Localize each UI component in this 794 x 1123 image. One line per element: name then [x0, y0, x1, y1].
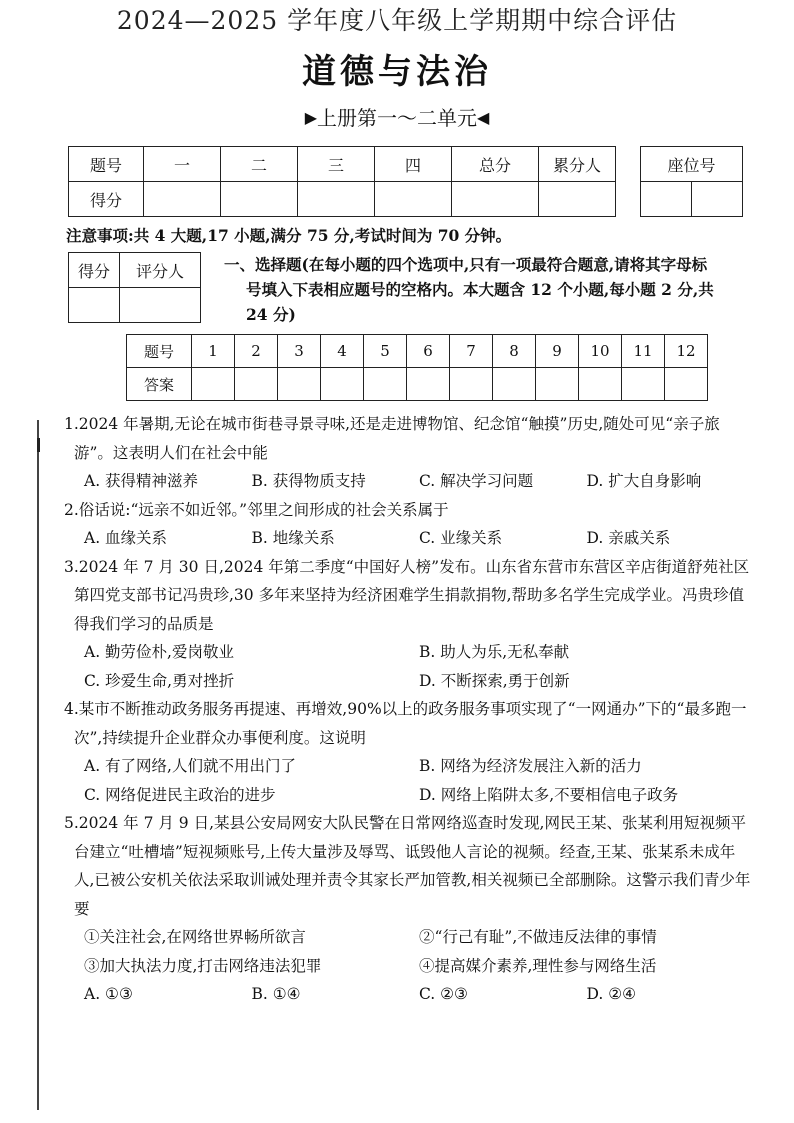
option-d: D. 亲戚关系	[586, 529, 671, 547]
question-item	[64, 553, 754, 696]
question-list	[64, 410, 754, 1009]
score-header-cell: 四	[375, 147, 452, 182]
question-stem: 1.2024 年暑期,无论在城市街巷寻景寻味,还是走进博物馆、纪念馆“触摸”历史,随处可见“亲子旅游”。这表明人们在社会中能	[64, 415, 720, 462]
answer-table	[126, 334, 708, 401]
score-header-cell: 总分	[452, 147, 539, 182]
option-row	[64, 781, 754, 810]
grader-name-label: 评分人	[120, 253, 201, 288]
score-cell[interactable]	[221, 182, 298, 217]
question-number: 10	[579, 335, 622, 368]
question-stem: 2.俗话说:“远亲不如近邻。”邻里之间形成的社会关系属于	[64, 500, 449, 519]
question-item	[64, 809, 754, 1009]
question-number: 2	[235, 335, 278, 368]
question-number: 5	[364, 335, 407, 368]
answer-row-label: 题号	[127, 335, 192, 368]
section-instructions	[224, 252, 764, 327]
option-a: A. 血缘关系	[84, 529, 168, 547]
question-number: 4	[321, 335, 364, 368]
option-a: A. ①③	[84, 985, 133, 1003]
answer-cell[interactable]	[278, 368, 321, 401]
option-row	[64, 524, 754, 553]
score-header-cell: 题号	[69, 147, 144, 182]
answer-blank-row	[127, 368, 708, 401]
answer-cell[interactable]	[364, 368, 407, 401]
scope-line	[0, 104, 794, 132]
score-cell[interactable]	[298, 182, 375, 217]
score-header-cell: 一	[144, 147, 221, 182]
grader-name-cell[interactable]	[120, 288, 201, 323]
answer-cell[interactable]	[235, 368, 278, 401]
question-item	[64, 496, 754, 553]
option-c: C. 解决学习问题	[419, 472, 534, 490]
question-number: 12	[665, 335, 708, 368]
score-header-row	[69, 147, 616, 182]
question-number: 3	[278, 335, 321, 368]
option-row	[64, 980, 754, 1009]
statement-4: ④提高媒介素养,理性参与网络生活	[419, 956, 657, 975]
answer-cell[interactable]	[665, 368, 708, 401]
question-stem: 3.2024 年 7 月 30 日,2024 年第二季度“中国好人榜”发布。山东省东营市东营区辛店街道舒苑社区第四党支部书记冯贵珍,30 多年来坚持为经济困难学生捐款捐物,帮助多名学生完成学业。冯贵珍值得我们学习的品质是	[64, 557, 750, 633]
question-item	[64, 410, 754, 496]
score-row-label: 得分	[69, 182, 144, 217]
question-item	[64, 695, 754, 809]
question-stem: 5.2024 年 7 月 9 日,某县公安局网安大队民警在日常网络巡查时发现,网民王某、张某利用短视频平台建立“吐槽墙”短视频账号,上传大量涉及辱骂、诋毁他人言论的视频。经查,王某、张某系未成年人,已被公安机关依法采取训诫处理并责令其家长严加管教,相关视频已全部删除。这警示我们青少年要	[64, 814, 751, 918]
subject-title: 道德与法治	[302, 52, 492, 92]
grader-score-cell[interactable]	[69, 288, 120, 323]
score-header-cell: 三	[298, 147, 375, 182]
option-a: A. 获得精神滋养	[84, 472, 199, 490]
answer-cell[interactable]	[622, 368, 665, 401]
question-number: 11	[622, 335, 665, 368]
option-a: A. 有了网络,人们就不用出门了	[84, 757, 296, 775]
option-row	[64, 638, 754, 667]
question-number: 1	[192, 335, 235, 368]
answer-cell[interactable]	[493, 368, 536, 401]
seat-label: 座位号	[641, 147, 743, 182]
answer-row-label: 答案	[127, 368, 192, 401]
question-number: 9	[536, 335, 579, 368]
question-number: 8	[493, 335, 536, 368]
seat-cell[interactable]	[692, 182, 743, 217]
option-c: C. 网络促进民主政治的进步	[84, 785, 276, 804]
section-line: 24 分)	[246, 305, 296, 324]
option-b: B. ①④	[251, 985, 301, 1003]
section-line: 一、选择题(在每小题的四个选项中,只有一项最符合题意,请将其字母标	[224, 255, 708, 274]
answer-cell[interactable]	[321, 368, 364, 401]
option-b: B. 网络为经济发展注入新的活力	[419, 757, 642, 775]
grader-table	[68, 252, 201, 323]
option-b: B. 地缘关系	[251, 529, 335, 547]
left-triangle-icon: ◀	[477, 108, 490, 127]
question-stem: 4.某市不断推动政务服务再提速、再增效,90%以上的政务服务事项实现了“一网通办”下的“最多跑一次”,持续提升企业群众办事便利度。这说明	[64, 700, 747, 747]
score-cell[interactable]	[539, 182, 616, 217]
statement-1: ①关注社会,在网络世界畅所欲言	[84, 928, 306, 946]
question-number: 7	[450, 335, 493, 368]
section-line: 号填入下表相应题号的空格内。本大题含 12 个小题,每小题 2 分,共	[246, 280, 714, 299]
seat-table	[640, 146, 743, 217]
answer-cell[interactable]	[450, 368, 493, 401]
option-b: B. 获得物质支持	[251, 472, 366, 490]
exam-title: 2024—2025 学年度八年级上学期期中综合评估	[116, 6, 678, 35]
option-row	[64, 467, 754, 496]
score-table	[68, 146, 616, 217]
answer-cell[interactable]	[192, 368, 235, 401]
option-c: C. ②③	[419, 985, 468, 1003]
option-a: A. 勤劳俭朴,爱岗敬业	[84, 643, 234, 661]
answer-cell[interactable]	[579, 368, 622, 401]
grader-score-label: 得分	[69, 253, 120, 288]
option-d: D. 扩大自身影响	[586, 472, 702, 490]
score-value-row	[69, 182, 616, 217]
statement-row	[64, 923, 754, 952]
question-number: 6	[407, 335, 450, 368]
statement-3: ③加大执法力度,打击网络违法犯罪	[84, 956, 322, 975]
option-row	[64, 752, 754, 781]
scope-text: 上册第一～二单元	[317, 106, 477, 130]
exam-notice: 注意事项:共 4 大题,17 小题,满分 75 分,考试时间为 70 分钟。	[66, 226, 512, 245]
score-cell[interactable]	[452, 182, 539, 217]
score-cell[interactable]	[375, 182, 452, 217]
answer-number-row	[127, 335, 708, 368]
option-d: D. ②④	[586, 985, 637, 1003]
statement-row	[64, 952, 754, 981]
score-cell[interactable]	[144, 182, 221, 217]
right-triangle-icon: ▶	[304, 108, 317, 127]
option-row	[64, 667, 754, 696]
answer-cell[interactable]	[536, 368, 579, 401]
option-b: B. 助人为乐,无私奉献	[419, 643, 570, 661]
binding-line	[37, 420, 39, 1110]
option-d: D. 网络上陷阱太多,不要相信电子政务	[419, 785, 679, 804]
score-header-cell: 累分人	[539, 147, 616, 182]
binding-mark	[37, 438, 40, 452]
statement-2: ②“行己有耻”,不做违反法律的事情	[419, 928, 657, 946]
seat-cell[interactable]	[641, 182, 692, 217]
option-d: D. 不断探索,勇于创新	[419, 671, 570, 690]
option-c: C. 珍爱生命,勇对挫折	[84, 671, 235, 690]
option-c: C. 业缘关系	[419, 529, 503, 547]
score-header-cell: 二	[221, 147, 298, 182]
answer-cell[interactable]	[407, 368, 450, 401]
